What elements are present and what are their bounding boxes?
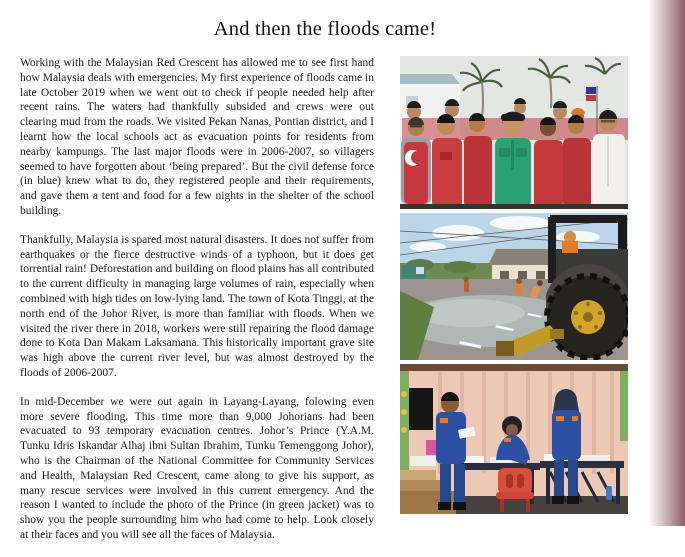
photo-civil-defense-registration bbox=[400, 364, 628, 514]
page-content bbox=[20, 56, 628, 557]
page-curl-edge bbox=[648, 0, 685, 526]
paragraph-layang-layang: In mid-December we were out again in Layang-Layang, folowing even more severe flooding. This time more than 9,000 Johorians had been evacuated to 93 temporary evacuation centres. Johor’s Prince (Y.A.M. Tunku Idris Iskandar Alhaj ibni Sultan Ibrahim, Tunku Temenggong Johor), who is the Chairman of the National Committee for Community Services and Health, Malaysian Red Crescent, came along to give his support, as many rescue services were involved in this current emergency. And the reason I wanted to include the photo of the Prince (in green jacket) was to show you the people surrounding him who had come to help. Look closely at their faces and you will see all the faces of Malaysia. bbox=[20, 395, 374, 541]
photo-flood-road-backhoe bbox=[400, 213, 628, 360]
photo-column bbox=[400, 56, 628, 514]
paragraph-kota-tinggi: Thankfully, Malaysia is spared most natural disasters. It does not suffer from earthquakes or the fierce destructive winds of a typhoon, but it does get torrential rain! Deforestation and building on flood plains has all contributed to the current difficulty in managing large volumes of rain, especially when combined with high tides on low-lying land. The town of Kota Tinggi, at the north end of the Johor River, is more than familiar with floods. When we visited the river there in 2018, workers were still repairing the flood damage done to Kota Dan Makam Laksamana. This historically important grave site was high above the current river level, but was almost destroyed by the floods of 2006-2007. bbox=[20, 233, 374, 379]
paragraph-floods-october: Working with the Malaysian Red Crescent has allowed me to see first hand how Malaysia deals with emergencies. My first experience of floods came in late October 2019 when we went out to check if people needed help after recent rains. The waters had thankfully subsided and crews were out clearing mud from the roads. We visited Pekan Nanas, Pontian district, and I learnt how the local schools act as evacuation points for residents from nearby kampungs. The last major floods were in 2006-2007, so villagers seemed to have forgotten about ‘being prepared’. But the civil defense force (in blue) knew what to do, they registered people and their requirements, and gave them a tent and food for a few nights in the shelter of the school building. bbox=[20, 57, 374, 217]
page-title: And then the floods came! bbox=[213, 18, 437, 40]
photo-red-crescent-group bbox=[400, 56, 628, 209]
article-text bbox=[20, 56, 374, 557]
